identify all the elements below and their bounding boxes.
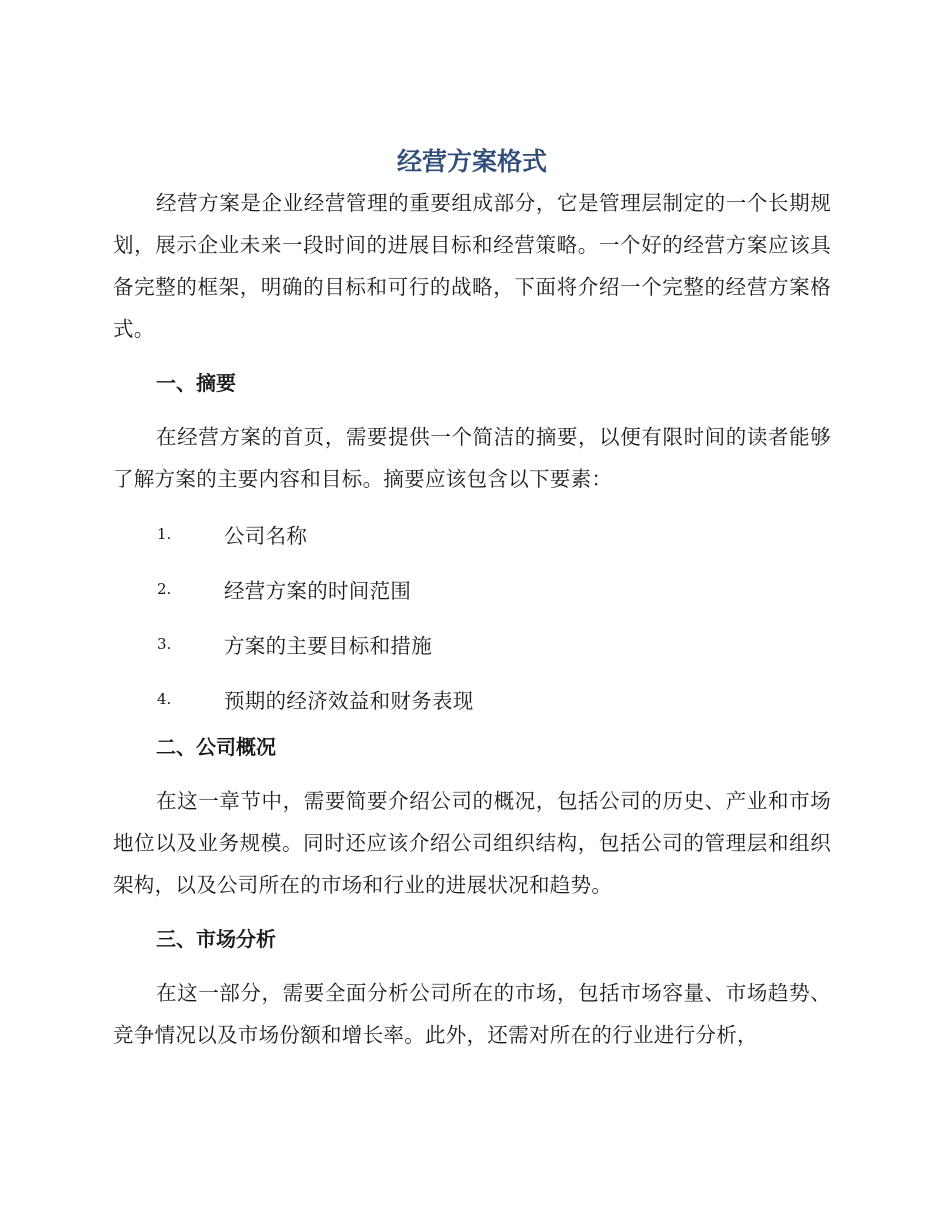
summary-list	[113, 506, 831, 726]
section-heading-company-overview: 二、公司概况	[156, 735, 276, 759]
section-heading-summary: 一、摘要	[156, 371, 236, 395]
list-item-number: 4.	[157, 689, 172, 708]
document-title: 经营方案格式	[396, 147, 547, 176]
document-content	[113, 144, 831, 1056]
section-heading-market-analysis: 三、市场分析	[156, 927, 276, 951]
list-item-text: 方案的主要目标和措施	[224, 633, 432, 658]
list-item-number: 3.	[157, 634, 172, 653]
intro-paragraph: 经营方案是企业经营管理的重要组成部分，它是管理层制定的一个长期规划，展示企业未来一段时间的进展目标和经营策略。一个好的经营方案应该具备完整的框架，明确的目标和可行的战略，下面将介绍一个完整的经营方案格式。	[113, 191, 831, 341]
market-analysis-paragraph: 在这一部分，需要全面分析公司所在的市场，包括市场容量、市场趋势、竞争情况以及市场份额和增长率。此外，还需对所在的行业进行分析，	[113, 981, 831, 1047]
summary-paragraph: 在经营方案的首页，需要提供一个简洁的摘要，以便有限时间的读者能够了解方案的主要内容和目标。摘要应该包含以下要素：	[113, 425, 831, 491]
list-item	[113, 616, 831, 671]
list-item	[113, 671, 831, 726]
list-item-text: 预期的经济效益和财务表现	[224, 688, 474, 713]
list-item	[113, 506, 831, 561]
company-overview-paragraph: 在这一章节中，需要简要介绍公司的概况，包括公司的历史、产业和市场地位以及业务规模。同时还应该介绍公司组织结构，包括公司的管理层和组织架构，以及公司所在的市场和行业的进展状况和趋势。	[113, 789, 831, 897]
list-item-number: 2.	[157, 579, 172, 598]
list-item-text: 公司名称	[224, 523, 308, 548]
list-item	[113, 561, 831, 616]
list-item-number: 1.	[157, 524, 172, 543]
list-item-text: 经营方案的时间范围	[224, 578, 412, 603]
